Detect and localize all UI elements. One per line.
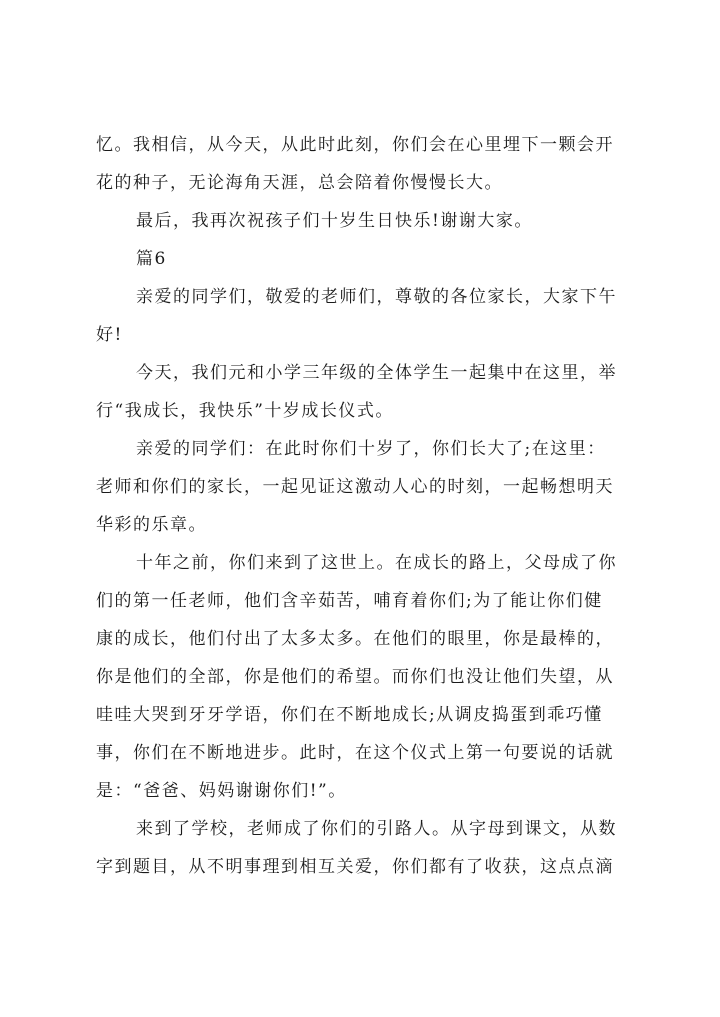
text-line-1: 忆。我相信，从今天，从此时此刻，你们会在心里埋下一颗会开 <box>96 135 614 155</box>
text-line-17: 事，你们在不断地进步。此时，在这个仪式上第一句要说的话就 <box>96 743 614 763</box>
text-line-19: 来到了学校，老师成了你们的引路人。从字母到课文，从数 <box>136 819 617 839</box>
text-line-11: 华彩的乐章。 <box>96 515 207 535</box>
text-line-9: 亲爱的同学们：在此时你们十岁了，你们长大了;在这里： <box>136 439 606 459</box>
text-line-16: 哇哇大哭到牙牙学语，你们在不断地成长;从调皮捣蛋到乖巧懂 <box>96 705 603 725</box>
text-line-20: 字到题目，从不明事理到相互关爱，你们都有了收获，这点点滴 <box>96 857 614 877</box>
section-heading: 篇6 <box>136 249 167 269</box>
text-line-6: 好! <box>96 325 123 345</box>
text-line-8: 行“我成长，我快乐”十岁成长仪式。 <box>96 401 394 421</box>
text-line-18: 是：“爸爸、妈妈谢谢你们!”。 <box>96 781 347 801</box>
text-line-5: 亲爱的同学们，敬爱的老师们，尊敬的各位家长，大家下午 <box>136 287 617 307</box>
text-line-3: 最后，我再次祝孩子们十岁生日快乐!谢谢大家。 <box>136 211 533 231</box>
document-body <box>96 126 636 886</box>
text-line-2: 花的种子，无论海角天涯，总会陪着你慢慢长大。 <box>96 173 503 193</box>
text-line-14: 康的成长，他们付出了太多太多。在他们的眼里，你是最棒的， <box>96 629 614 649</box>
text-line-13: 们的第一任老师，他们含辛茹苦，哺育着你们;为了能让你们健 <box>96 591 603 611</box>
text-line-15: 你是他们的全部，你是他们的希望。而你们也没让他们失望，从 <box>96 667 614 687</box>
text-line-12: 十年之前，你们来到了这世上。在成长的路上，父母成了你 <box>136 553 617 573</box>
text-line-10: 老师和你们的家长，一起见证这激动人心的时刻，一起畅想明天 <box>96 477 614 497</box>
text-line-7: 今天，我们元和小学三年级的全体学生一起集中在这里，举 <box>136 363 617 383</box>
